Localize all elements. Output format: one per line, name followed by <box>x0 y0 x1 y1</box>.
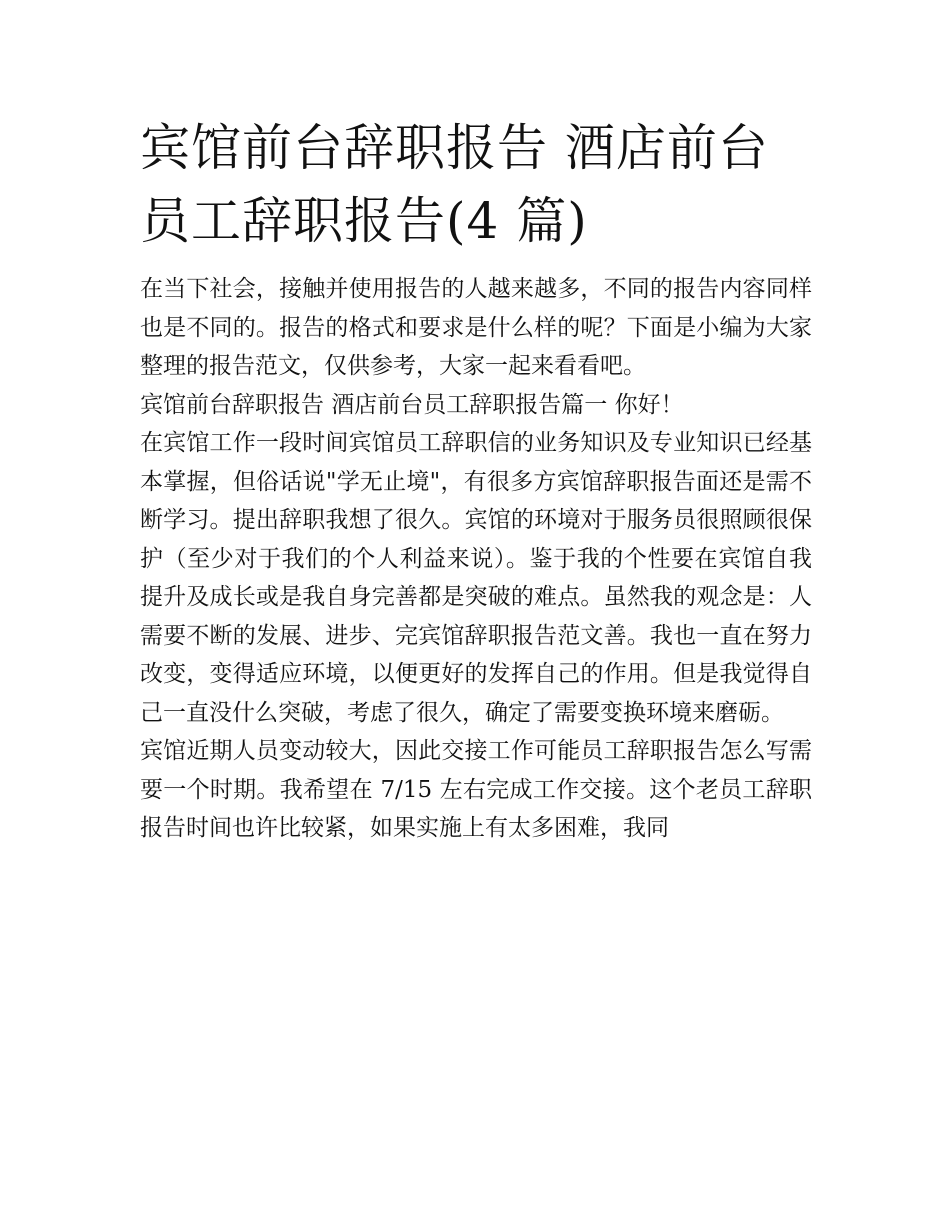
document-page <box>140 112 812 848</box>
document-title: 宾馆前台辞职报告 酒店前台员工辞职报告(4 篇) <box>140 119 769 250</box>
intro-paragraph: 在当下社会，接触并使用报告的人越来越多，不同的报告内容同样也是不同的。报告的格式和要求是什么样的呢？下面是小编为大家整理的报告范文，仅供参考，大家一起来看看吧。 <box>140 276 812 379</box>
body-paragraph: 宾馆近期人员变动较大，因此交接工作可能员工辞职报告怎么写需要一个时期。我希望在 7/15 左右完成工作交接。这个老员工辞职报告时间也许比较紧，如果实施上有太多困难，我同 <box>140 738 812 841</box>
section-heading-paragraph: 宾馆前台辞职报告 酒店前台员工辞职报告篇一 你好！ <box>140 391 684 418</box>
document-body <box>140 270 812 848</box>
body-paragraph: 在宾馆工作一段时间宾馆员工辞职信的业务知识及专业知识已经基本掌握，但俗话说"学无止境"，有很多方宾馆辞职报告面还是需不断学习。提出辞职我想了很久。宾馆的环境对于服务员很照顾很保护（至少对于我们的个人利益来说）。鉴于我的个性要在宾馆自我提升及成长或是我自身完善都是突破的难点。虽然我的观念是：人需要不断的发展、进步、完宾馆辞职报告范文善。我也一直在努力改变，变得适应环境，以便更好的发挥自己的作用。但是我觉得自己一直没什么突破，考虑了很久，确定了需要变换环境来磨砺。 <box>140 430 812 726</box>
